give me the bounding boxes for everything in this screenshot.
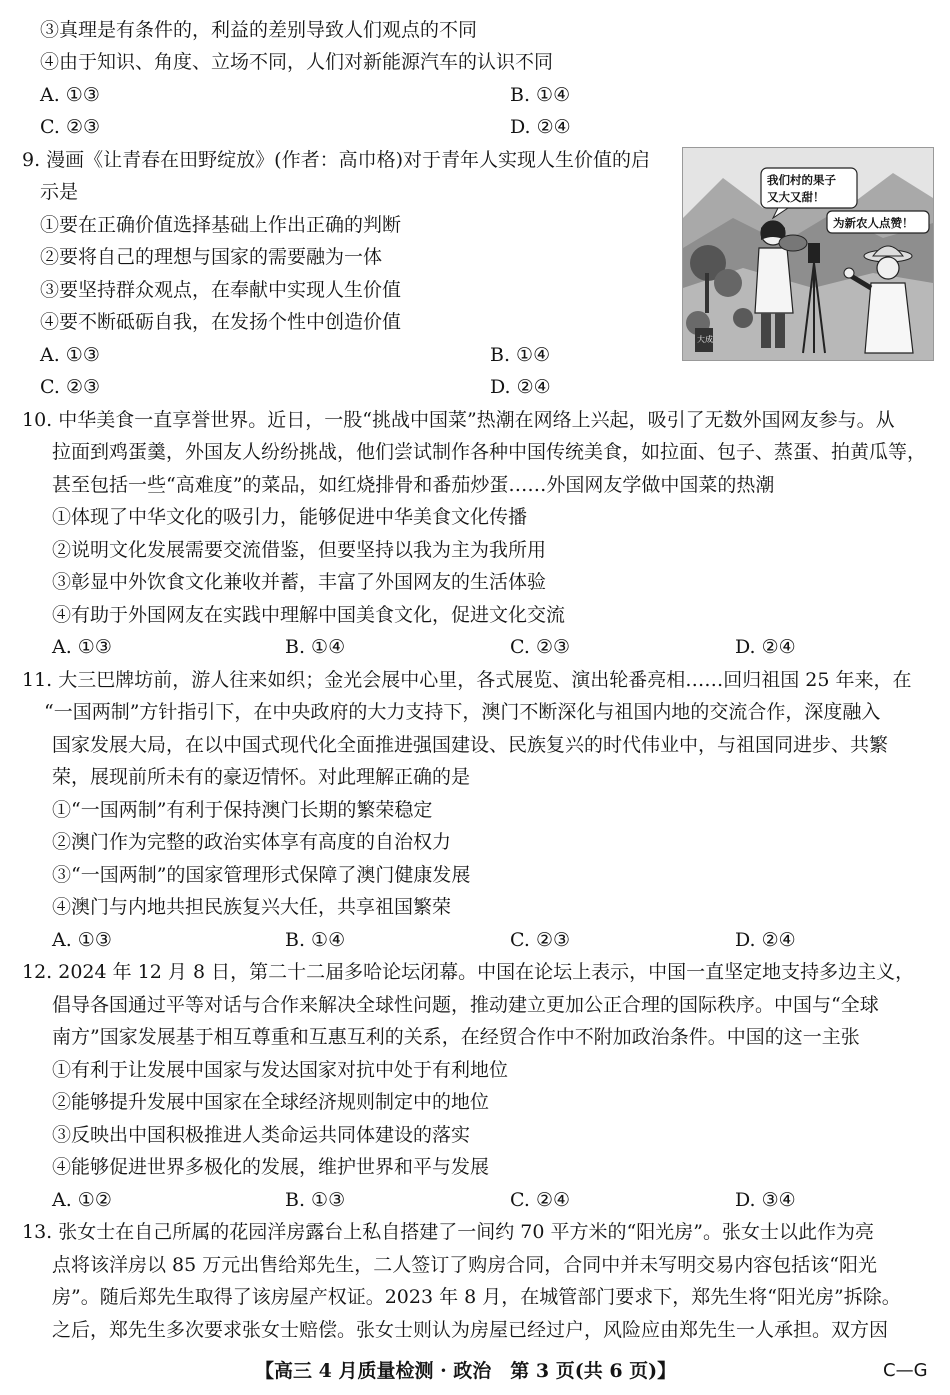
q12-option-c: C. ②④ xyxy=(510,1189,571,1211)
q12-stem-line3: 南方”国家发展基于相互尊重和互惠互利的关系，在经贸合作中不附加政治条件。中国的这一主张 xyxy=(52,1026,860,1048)
q10-item-1: ①体现了中华文化的吸引力，能够促进中华美食文化传播 xyxy=(52,506,528,528)
q9-option-a: A. ①③ xyxy=(40,344,100,366)
q12-option-d: D. ③④ xyxy=(735,1189,796,1211)
q11-option-b: B. ①④ xyxy=(285,929,346,951)
q9-item-2: ②要将自己的理想与国家的需要融为一体 xyxy=(40,246,383,268)
q9-option-b: B. ①④ xyxy=(490,344,551,366)
q12-item-3: ③反映出中国积极推进人类命运共同体建设的落实 xyxy=(52,1124,471,1146)
q10-stem-line1: 10. 中华美食一直享誉世界。近日，一股“挑战中国菜”热潮在网络上兴起，吸引了无数外国网友参与。从 xyxy=(22,409,895,431)
q11-item-1: ①“一国两制”有利于保持澳门长期的繁荣稳定 xyxy=(52,799,433,821)
cartoon-image xyxy=(682,147,934,361)
q9-item-1: ①要在正确价值选择基础上作出正确的判断 xyxy=(40,214,402,236)
q13-stem-line3: 房”。随后郑先生取得了该房屋产权证。2023 年 8 月，在城管部门要求下，郑先生将“阳光房”拆除。 xyxy=(52,1286,901,1308)
q10-option-c: C. ②③ xyxy=(510,636,571,658)
q13-stem-line4: 之后，郑先生多次要求张女士赔偿。张女士则认为房屋已经过户，风险应由郑先生一人承担。双方因 xyxy=(52,1319,889,1341)
q9-option-c: C. ②③ xyxy=(40,376,101,398)
q11-item-4: ④澳门与内地共担民族复兴大任，共享祖国繁荣 xyxy=(52,896,452,918)
q11-stem-line4: 荣，展现前所未有的豪迈情怀。对此理解正确的是 xyxy=(52,766,471,788)
q10-item-4: ④有助于外国网友在实践中理解中国美食文化，促进文化交流 xyxy=(52,604,566,626)
q11-option-d: D. ②④ xyxy=(735,929,796,951)
cartoon-bubble-1-line1: 我们村的果子 xyxy=(767,173,836,187)
q8-option-a: A. ①③ xyxy=(40,84,100,106)
cartoon-seal: 大成 xyxy=(697,335,713,344)
cartoon-bubble-1-line2: 又大又甜！ xyxy=(767,190,825,204)
q10-option-b: B. ①④ xyxy=(285,636,346,658)
q10-option-a: A. ①③ xyxy=(52,636,112,658)
q9-option-d: D. ②④ xyxy=(490,376,551,398)
q10-item-3: ③彰显中外饮食文化兼收并蓄，丰富了外国网友的生活体验 xyxy=(52,571,547,593)
q13-stem-line1: 13. 张女士在自己所属的花园洋房露台上私自搭建了一间约 70 平方米的“阳光房”。张女士以此作为亮 xyxy=(22,1221,874,1243)
footer-title: 【高三 4 月质量检测 · 政治 第 3 页(共 6 页)】 xyxy=(255,1360,677,1382)
q10-stem-line3: 甚至包括一些“高难度”的菜品，如红烧排骨和番茄炒蛋……外国网友学做中国菜的热潮 xyxy=(52,474,775,496)
q11-option-a: A. ①③ xyxy=(52,929,112,951)
q12-item-2: ②能够提升发展中国家在全球经济规则制定中的地位 xyxy=(52,1091,490,1113)
q12-stem-line1: 12. 2024 年 12 月 8 日，第二十二届多哈论坛闭幕。中国在论坛上表示，中国一直坚定地支持多边主义， xyxy=(22,961,915,983)
q9-item-4: ④要不断砥砺自我，在发扬个性中创造价值 xyxy=(40,311,402,333)
q11-stem-line2: “一国两制”方针指引下，在中央政府的大力支持下，澳门不断深化与祖国内地的交流合作，深度融入 xyxy=(44,701,881,723)
q12-option-b: B. ①③ xyxy=(285,1189,346,1211)
q8-option-c: C. ②③ xyxy=(40,116,101,138)
q10-item-2: ②说明文化发展需要交流借鉴，但要坚持以我为主为我所用 xyxy=(52,539,547,561)
q8-item-4: ④由于知识、角度、立场不同，人们对新能源汽车的认识不同 xyxy=(40,51,554,73)
q11-stem-line1: 11. 大三巴牌坊前，游人往来如织；金光会展中心里，各式展览、演出轮番亮相……回归祖国 25 年来，在 xyxy=(22,669,912,691)
q12-item-1: ①有利于让发展中国家与发达国家对抗中处于有利地位 xyxy=(52,1059,509,1081)
q12-item-4: ④能够促进世界多极化的发展，维护世界和平与发展 xyxy=(52,1156,490,1178)
q9-stem-line1: 9. 漫画《让青春在田野绽放》(作者：高巾格)对于青年人实现人生价值的启 xyxy=(22,149,650,171)
q10-option-d: D. ②④ xyxy=(735,636,796,658)
q11-stem-line3: 国家发展大局，在以中国式现代化全面推进强国建设、民族复兴的时代伟业中，与祖国同进步、共繁 xyxy=(52,734,889,756)
q11-item-3: ③“一国两制”的国家管理形式保障了澳门健康发展 xyxy=(52,864,471,886)
q11-item-2: ②澳门作为完整的政治实体享有高度的自治权力 xyxy=(52,831,452,853)
footer-code: C—G xyxy=(883,1360,928,1381)
q8-option-b: B. ①④ xyxy=(510,84,571,106)
q12-stem-line2: 倡导各国通过平等对话与合作来解决全球性问题，推动建立更加公正合理的国际秩序。中国与“全球 xyxy=(52,994,879,1016)
q9-item-3: ③要坚持群众观点，在奉献中实现人生价值 xyxy=(40,279,402,301)
q8-option-d: D. ②④ xyxy=(510,116,571,138)
q13-stem-line2: 点将该洋房以 85 万元出售给郑先生，二人签订了购房合同，合同中并未写明交易内容包括该“阳光 xyxy=(52,1254,877,1276)
q12-option-a: A. ①② xyxy=(52,1189,112,1211)
q8-item-3: ③真理是有条件的，利益的差别导致人们观点的不同 xyxy=(40,19,478,41)
q10-stem-line2: 拉面到鸡蛋羹，外国友人纷纷挑战，他们尝试制作各种中国传统美食，如拉面、包子、蒸蛋、拍黄瓜等， xyxy=(52,441,927,463)
q9-stem-line2: 示是 xyxy=(40,181,79,203)
cartoon-bubble-2: 为新农人点赞！ xyxy=(833,216,914,230)
q11-option-c: C. ②③ xyxy=(510,929,571,951)
page-footer xyxy=(0,1355,950,1387)
